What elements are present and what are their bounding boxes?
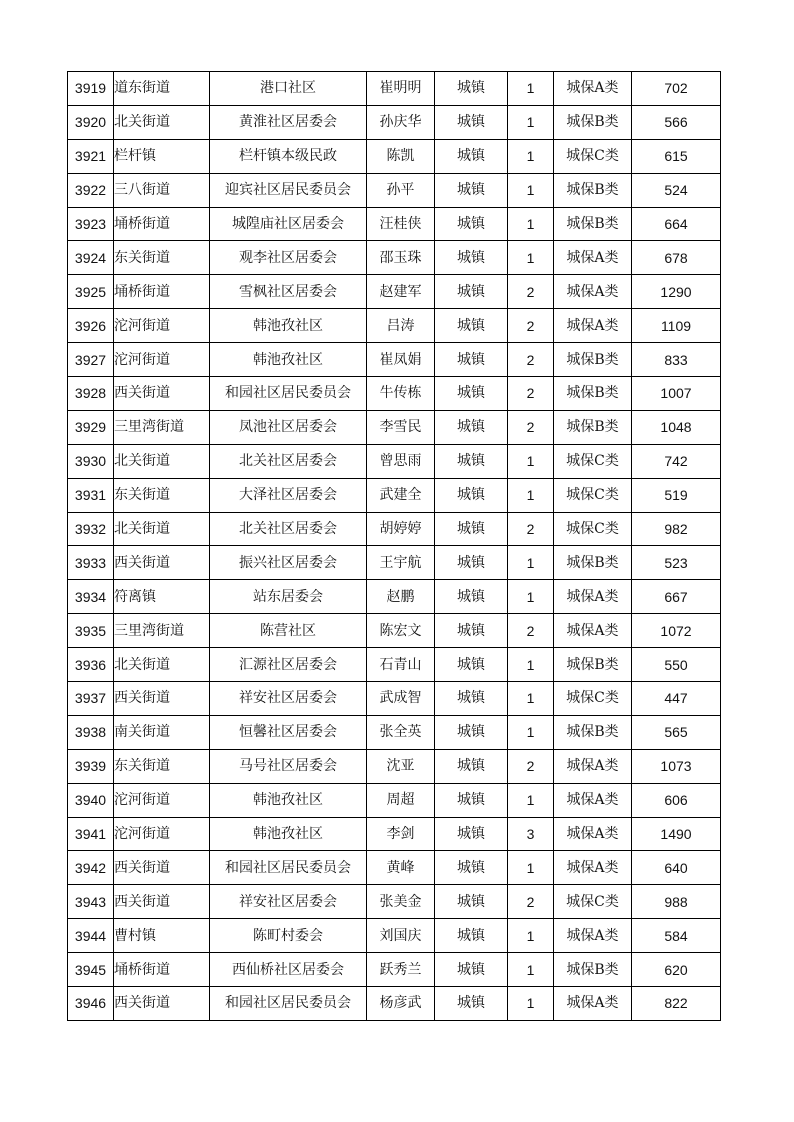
household-type-cell: 城镇 [435,851,508,885]
street-cell: 北关街道 [114,648,210,682]
record-id-cell: 3932 [68,512,114,546]
name-cell: 张全英 [367,715,435,749]
table-row [68,783,721,817]
household-type-cell: 城镇 [435,139,508,173]
assistance-category-cell: 城保B类 [554,377,632,411]
amount-cell: 833 [632,343,721,377]
amount-cell: 566 [632,105,721,139]
community-cell: 迎宾社区居民委员会 [210,173,367,207]
person-count-cell: 1 [508,105,554,139]
record-id-cell: 3942 [68,851,114,885]
street-cell: 曹村镇 [114,919,210,953]
amount-cell: 615 [632,139,721,173]
assistance-category-cell: 城保A类 [554,309,632,343]
table-row [68,410,721,444]
household-type-cell: 城镇 [435,343,508,377]
street-cell: 三里湾街道 [114,614,210,648]
street-cell: 西关街道 [114,682,210,716]
table-row [68,512,721,546]
table-row [68,173,721,207]
name-cell: 胡婷婷 [367,512,435,546]
record-id-cell: 3930 [68,444,114,478]
amount-cell: 606 [632,783,721,817]
person-count-cell: 1 [508,851,554,885]
record-id-cell: 3941 [68,817,114,851]
name-cell: 沈亚 [367,749,435,783]
name-cell: 孙平 [367,173,435,207]
person-count-cell: 2 [508,749,554,783]
table-row [68,207,721,241]
community-cell: 恒馨社区居委会 [210,715,367,749]
street-cell: 栏杆镇 [114,139,210,173]
household-type-cell: 城镇 [435,173,508,207]
household-type-cell: 城镇 [435,885,508,919]
person-count-cell: 1 [508,783,554,817]
street-cell: 沱河街道 [114,309,210,343]
amount-cell: 447 [632,682,721,716]
assistance-category-cell: 城保A类 [554,851,632,885]
community-cell: 陈町村委会 [210,919,367,953]
amount-cell: 822 [632,987,721,1021]
amount-cell: 1109 [632,309,721,343]
community-cell: 和园社区居民委员会 [210,377,367,411]
amount-cell: 664 [632,207,721,241]
person-count-cell: 2 [508,309,554,343]
person-count-cell: 1 [508,715,554,749]
record-id-cell: 3919 [68,72,114,106]
amount-cell: 620 [632,953,721,987]
person-count-cell: 2 [508,343,554,377]
household-type-cell: 城镇 [435,410,508,444]
record-id-cell: 3946 [68,987,114,1021]
assistance-category-cell: 城保C类 [554,885,632,919]
street-cell: 东关街道 [114,478,210,512]
name-cell: 吕涛 [367,309,435,343]
household-type-cell: 城镇 [435,715,508,749]
person-count-cell: 1 [508,919,554,953]
record-id-cell: 3940 [68,783,114,817]
record-id-cell: 3921 [68,139,114,173]
name-cell: 汪桂侠 [367,207,435,241]
street-cell: 西关街道 [114,851,210,885]
table-row [68,953,721,987]
household-type-cell: 城镇 [435,275,508,309]
community-cell: 大泽社区居委会 [210,478,367,512]
amount-cell: 524 [632,173,721,207]
name-cell: 孙庆华 [367,105,435,139]
table-row [68,105,721,139]
street-cell: 符离镇 [114,580,210,614]
community-cell: 栏杆镇本级民政 [210,139,367,173]
name-cell: 赵建军 [367,275,435,309]
table-row [68,715,721,749]
person-count-cell: 1 [508,139,554,173]
person-count-cell: 1 [508,648,554,682]
household-type-cell: 城镇 [435,512,508,546]
amount-cell: 1290 [632,275,721,309]
person-count-cell: 3 [508,817,554,851]
household-type-cell: 城镇 [435,444,508,478]
amount-cell: 982 [632,512,721,546]
amount-cell: 702 [632,72,721,106]
person-count-cell: 2 [508,614,554,648]
table-row [68,851,721,885]
amount-cell: 678 [632,241,721,275]
amount-cell: 1072 [632,614,721,648]
assistance-category-cell: 城保B类 [554,648,632,682]
community-cell: 和园社区居民委员会 [210,987,367,1021]
household-type-cell: 城镇 [435,72,508,106]
community-cell: 振兴社区居委会 [210,546,367,580]
table-row [68,682,721,716]
community-cell: 韩池孜社区 [210,817,367,851]
records-table [67,71,721,1021]
household-type-cell: 城镇 [435,546,508,580]
assistance-category-cell: 城保B类 [554,105,632,139]
table-row [68,614,721,648]
assistance-category-cell: 城保A类 [554,919,632,953]
assistance-category-cell: 城保C类 [554,444,632,478]
street-cell: 埇桥街道 [114,953,210,987]
name-cell: 杨彦武 [367,987,435,1021]
record-id-cell: 3938 [68,715,114,749]
street-cell: 三八街道 [114,173,210,207]
community-cell: 祥安社区居委会 [210,885,367,919]
person-count-cell: 2 [508,410,554,444]
person-count-cell: 2 [508,885,554,919]
record-id-cell: 3935 [68,614,114,648]
record-id-cell: 3934 [68,580,114,614]
assistance-category-cell: 城保B类 [554,546,632,580]
person-count-cell: 1 [508,72,554,106]
household-type-cell: 城镇 [435,377,508,411]
assistance-category-cell: 城保B类 [554,343,632,377]
community-cell: 北关社区居委会 [210,512,367,546]
name-cell: 武成智 [367,682,435,716]
community-cell: 北关社区居委会 [210,444,367,478]
table-row [68,72,721,106]
assistance-category-cell: 城保A类 [554,241,632,275]
household-type-cell: 城镇 [435,478,508,512]
person-count-cell: 1 [508,241,554,275]
record-id-cell: 3928 [68,377,114,411]
table-row [68,580,721,614]
street-cell: 沱河街道 [114,817,210,851]
household-type-cell: 城镇 [435,580,508,614]
name-cell: 崔凤娟 [367,343,435,377]
amount-cell: 1073 [632,749,721,783]
street-cell: 东关街道 [114,749,210,783]
name-cell: 陈宏文 [367,614,435,648]
household-type-cell: 城镇 [435,614,508,648]
community-cell: 汇源社区居委会 [210,648,367,682]
street-cell: 东关街道 [114,241,210,275]
record-id-cell: 3922 [68,173,114,207]
name-cell: 牛传栋 [367,377,435,411]
household-type-cell: 城镇 [435,953,508,987]
amount-cell: 988 [632,885,721,919]
record-id-cell: 3931 [68,478,114,512]
household-type-cell: 城镇 [435,783,508,817]
assistance-category-cell: 城保B类 [554,715,632,749]
person-count-cell: 1 [508,682,554,716]
household-type-cell: 城镇 [435,987,508,1021]
community-cell: 西仙桥社区居委会 [210,953,367,987]
person-count-cell: 2 [508,275,554,309]
assistance-category-cell: 城保B类 [554,953,632,987]
street-cell: 沱河街道 [114,343,210,377]
name-cell: 刘国庆 [367,919,435,953]
street-cell: 北关街道 [114,105,210,139]
assistance-category-cell: 城保A类 [554,580,632,614]
table-row [68,309,721,343]
assistance-category-cell: 城保A类 [554,749,632,783]
table-row [68,817,721,851]
record-id-cell: 3939 [68,749,114,783]
record-id-cell: 3920 [68,105,114,139]
records-body [68,72,721,1021]
person-count-cell: 1 [508,173,554,207]
name-cell: 李剑 [367,817,435,851]
amount-cell: 584 [632,919,721,953]
amount-cell: 519 [632,478,721,512]
assistance-category-cell: 城保C类 [554,512,632,546]
record-id-cell: 3926 [68,309,114,343]
assistance-category-cell: 城保C类 [554,682,632,716]
street-cell: 埇桥街道 [114,275,210,309]
assistance-category-cell: 城保A类 [554,72,632,106]
household-type-cell: 城镇 [435,207,508,241]
assistance-category-cell: 城保A类 [554,783,632,817]
person-count-cell: 2 [508,512,554,546]
name-cell: 李雪民 [367,410,435,444]
amount-cell: 550 [632,648,721,682]
amount-cell: 1007 [632,377,721,411]
person-count-cell: 1 [508,580,554,614]
street-cell: 道东街道 [114,72,210,106]
community-cell: 黄淮社区居委会 [210,105,367,139]
name-cell: 邵玉珠 [367,241,435,275]
community-cell: 马号社区居委会 [210,749,367,783]
record-id-cell: 3936 [68,648,114,682]
record-id-cell: 3944 [68,919,114,953]
assistance-category-cell: 城保B类 [554,410,632,444]
record-id-cell: 3925 [68,275,114,309]
household-type-cell: 城镇 [435,682,508,716]
person-count-cell: 1 [508,444,554,478]
amount-cell: 1490 [632,817,721,851]
person-count-cell: 1 [508,953,554,987]
person-count-cell: 1 [508,987,554,1021]
assistance-category-cell: 城保A类 [554,614,632,648]
amount-cell: 1048 [632,410,721,444]
amount-cell: 565 [632,715,721,749]
name-cell: 张美金 [367,885,435,919]
record-id-cell: 3929 [68,410,114,444]
table-row [68,919,721,953]
name-cell: 崔明明 [367,72,435,106]
name-cell: 武建全 [367,478,435,512]
household-type-cell: 城镇 [435,105,508,139]
household-type-cell: 城镇 [435,919,508,953]
street-cell: 北关街道 [114,444,210,478]
community-cell: 雪枫社区居委会 [210,275,367,309]
record-id-cell: 3945 [68,953,114,987]
street-cell: 沱河街道 [114,783,210,817]
community-cell: 站东居委会 [210,580,367,614]
name-cell: 赵鹏 [367,580,435,614]
record-id-cell: 3933 [68,546,114,580]
street-cell: 埇桥街道 [114,207,210,241]
table-row [68,377,721,411]
community-cell: 观李社区居委会 [210,241,367,275]
community-cell: 韩池孜社区 [210,343,367,377]
person-count-cell: 1 [508,478,554,512]
household-type-cell: 城镇 [435,309,508,343]
assistance-category-cell: 城保A类 [554,817,632,851]
street-cell: 三里湾街道 [114,410,210,444]
community-cell: 和园社区居民委员会 [210,851,367,885]
street-cell: 西关街道 [114,987,210,1021]
name-cell: 陈凯 [367,139,435,173]
community-cell: 凤池社区居委会 [210,410,367,444]
record-id-cell: 3927 [68,343,114,377]
record-id-cell: 3923 [68,207,114,241]
community-cell: 港口社区 [210,72,367,106]
name-cell: 石青山 [367,648,435,682]
household-type-cell: 城镇 [435,817,508,851]
assistance-category-cell: 城保C类 [554,478,632,512]
table-row [68,648,721,682]
assistance-category-cell: 城保A类 [554,987,632,1021]
household-type-cell: 城镇 [435,749,508,783]
table-row [68,241,721,275]
amount-cell: 742 [632,444,721,478]
table-row [68,444,721,478]
community-cell: 城隍庙社区居委会 [210,207,367,241]
person-count-cell: 1 [508,546,554,580]
table-row [68,987,721,1021]
record-id-cell: 3924 [68,241,114,275]
assistance-category-cell: 城保B类 [554,173,632,207]
street-cell: 南关街道 [114,715,210,749]
amount-cell: 523 [632,546,721,580]
assistance-category-cell: 城保A类 [554,275,632,309]
street-cell: 北关街道 [114,512,210,546]
person-count-cell: 2 [508,377,554,411]
assistance-category-cell: 城保C类 [554,139,632,173]
table-row [68,546,721,580]
name-cell: 王宇航 [367,546,435,580]
amount-cell: 667 [632,580,721,614]
name-cell: 曾思雨 [367,444,435,478]
community-cell: 陈营社区 [210,614,367,648]
household-type-cell: 城镇 [435,241,508,275]
table-row [68,478,721,512]
assistance-category-cell: 城保B类 [554,207,632,241]
community-cell: 韩池孜社区 [210,783,367,817]
person-count-cell: 1 [508,207,554,241]
table-row [68,885,721,919]
record-id-cell: 3937 [68,682,114,716]
table-row [68,139,721,173]
amount-cell: 640 [632,851,721,885]
household-type-cell: 城镇 [435,648,508,682]
record-id-cell: 3943 [68,885,114,919]
table-row [68,749,721,783]
street-cell: 西关街道 [114,377,210,411]
street-cell: 西关街道 [114,885,210,919]
community-cell: 祥安社区居委会 [210,682,367,716]
table-row [68,275,721,309]
name-cell: 周超 [367,783,435,817]
table-row [68,343,721,377]
name-cell: 跃秀兰 [367,953,435,987]
street-cell: 西关街道 [114,546,210,580]
name-cell: 黄峰 [367,851,435,885]
community-cell: 韩池孜社区 [210,309,367,343]
